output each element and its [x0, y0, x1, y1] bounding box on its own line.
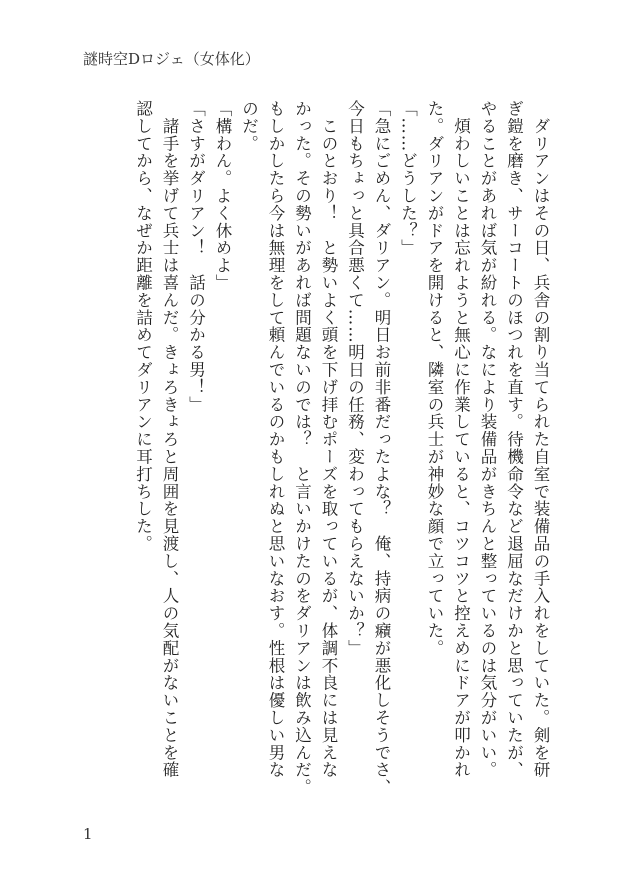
text-line: かった。その勢いがあれば問題ないのでは？ と言いかけたのをダリアンは飲み込んだ。: [292, 100, 312, 796]
page-number: 1: [83, 825, 93, 843]
document-title: 謎時空Dロジェ（女体化）: [83, 50, 260, 68]
novel-body-text: [83, 100, 553, 820]
text-line: やることがあれば気が紛れる。なにより装備品がきちんと整っているのは気分がいい。: [478, 100, 497, 779]
text-line: のだ。: [239, 100, 259, 153]
text-line: 認してから、なぜか距離を詰めてダリアンに耳打ちした。: [133, 100, 153, 553]
dialogue-line: 「さすがダリアン！ 話の分かる男！」: [186, 100, 206, 414]
dialogue-line: 今日もちょっと具合悪くて……明日の任務、変わってもらえないか？」: [345, 100, 365, 657]
dialogue-line: 「……どうした？」: [398, 100, 418, 257]
dialogue-line: 「急にごめん、ダリアン。明日お前非番だったよな？ 俺、持病の癪が悪化しそうでさ、: [372, 100, 391, 796]
text-line: もしかしたら今は無理をして頼んでいるのかもしれぬと思いなおす。性根は優しい男な: [266, 100, 285, 779]
text-line: 煩わしいことは忘れようと無心に作業していると、コツコツと控えめにドアが叩かれ: [451, 100, 471, 779]
text-line: ダリアンはその日、兵舎の割り当てられた自室で装備品の手入れをしていた。剣を研: [531, 100, 550, 779]
text-line: このとおり！ と勢いよく頭を下げ拝むポーズを取っているが、体調不良には見えな: [319, 100, 338, 779]
text-line: た。ダリアンがドアを開けると、隣室の兵士が神妙な顔で立っていた。: [425, 100, 444, 657]
text-line: ぎ鎧を磨き、サーコートのほつれを直す。待機命令など退屈なだけかと思っていたが、: [504, 100, 524, 779]
dialogue-line: 「構わん。よく休めよ」: [213, 100, 232, 292]
text-line: 諸手を挙げて兵士は喜んだ。きょろきょろと周囲を見渡し、人の気配がないことを確: [160, 100, 179, 779]
